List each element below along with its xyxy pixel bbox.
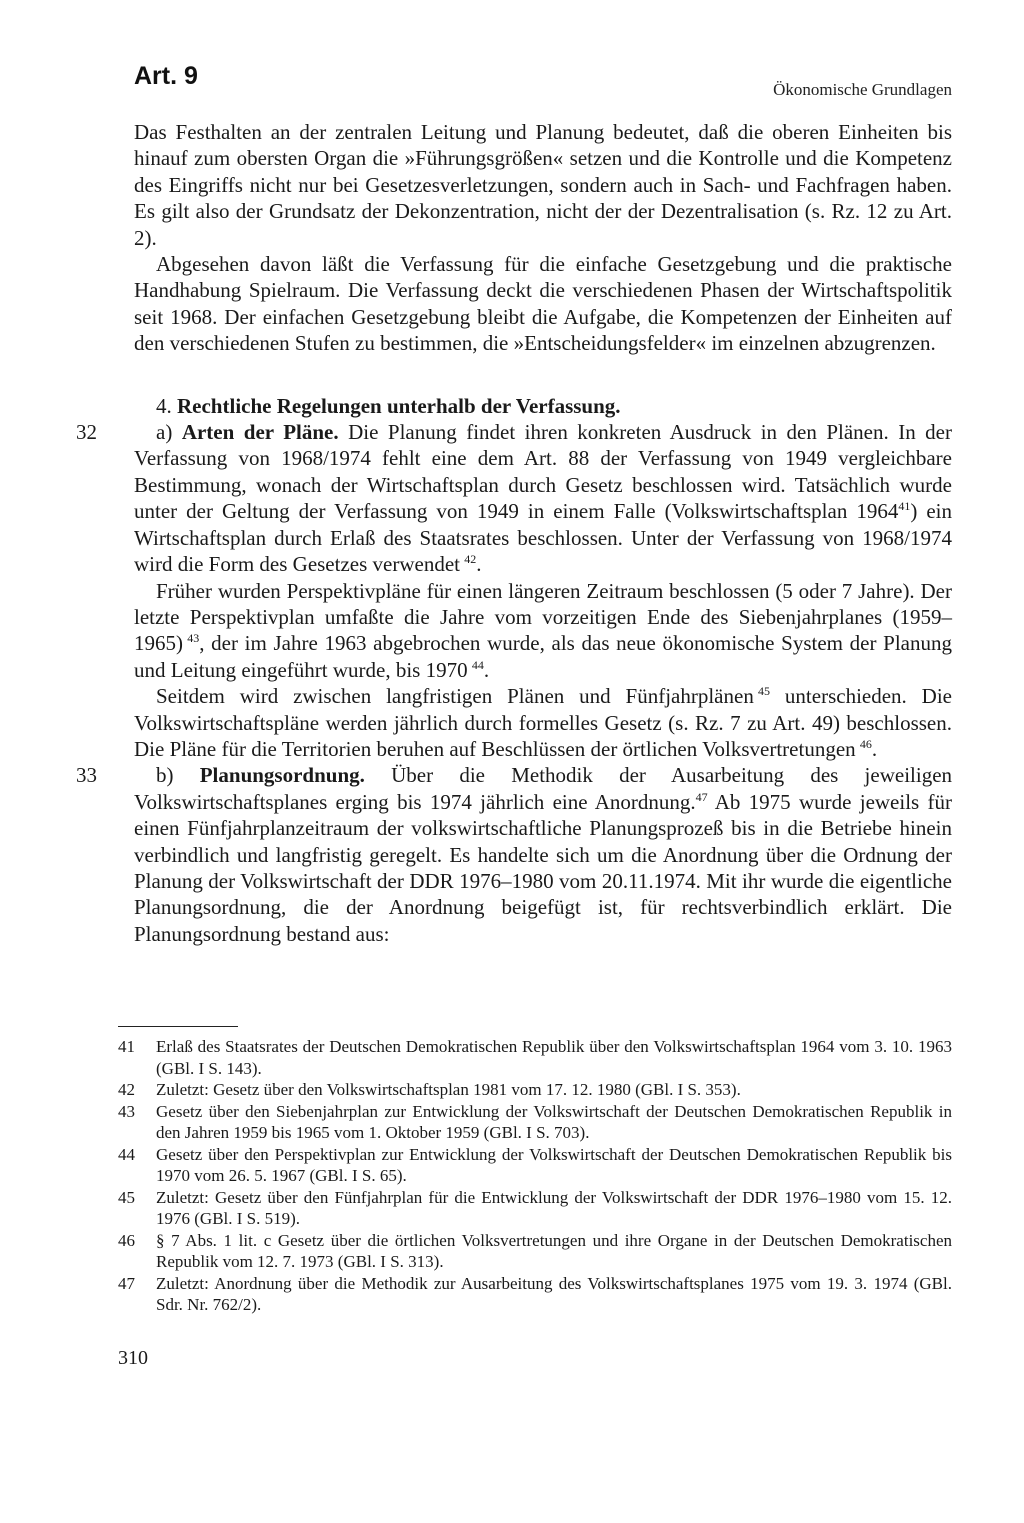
footnote-ref-46[interactable]: 46 xyxy=(859,736,872,751)
subsection-title: Planungsordnung. xyxy=(199,763,365,788)
footnote-text: Gesetz über den Perspektivplan zur Entwicklung der Volkswirtschaft der Deutschen Demokratischen Republik bis 1970 vom 26. 5. 1967 (GBl. I S. 65). xyxy=(156,1144,952,1185)
paragraph-1: Das Festhalten an der zentralen Leitung und Planung bedeutet, daß die oberen Einheiten bis hinauf zum obersten Organ die »Führungsgrößen« setzen und die Kontrolle und die Kompetenz des Eingriffs nicht nur bei Gesetzesverletzungen, sondern auch in Sach- und Fachfragen haben. Es gilt also der Grundsatz der Dekonzentration, nicht der der Dezentralisation (s. Rz. 12 zu Art. 2). xyxy=(134,120,952,250)
footnote xyxy=(118,1101,952,1144)
footnote-number: 42 xyxy=(118,1080,135,1099)
paragraph-perspektivplaene xyxy=(134,578,952,684)
footnote-number: 44 xyxy=(118,1144,135,1164)
section-heading-4 xyxy=(134,393,952,419)
paragraph-text: ) ein Wirtschaftsplan durch Erlaß des Staatsrates beschlossen. Unter der Verfassung von 1968/1974 wird die Form des Gesetzes verwendet xyxy=(134,499,952,577)
footnote-text: Zuletzt: Gesetz über den Fünfjahrplan für die Entwicklung der Volkswirtschaft der DDR 1976–1980 vom 15. 12. 1976 (GBl. I S. 519). xyxy=(156,1187,952,1228)
margin-number-32: 32 xyxy=(76,420,97,445)
footnote-number: 47 xyxy=(118,1273,135,1293)
subsection-title: Arten der Pläne. xyxy=(181,420,339,445)
paragraph-text: unterschieden. Die Volkswirtschaftspläne werden jährlich durch formelles Gesetz (s. Rz. 7 zu Art. 49) beschlossen. Die Pläne für die Territorien beruhen auf Beschlüssen der örtlichen Volksvertretungen xyxy=(134,684,952,761)
footnote-ref-43[interactable]: 43 xyxy=(187,631,200,646)
margin-number-33: 33 xyxy=(76,763,97,788)
footnote-text: Zuletzt: Gesetz über den Volkswirtschaftsplan 1981 vom 17. 12. 1980 (GBl. I S. 353). xyxy=(156,1080,741,1099)
page-number: 310 xyxy=(118,1347,148,1369)
footnote-ref-41[interactable]: 41 xyxy=(898,499,911,514)
section-title: Rechtliche Regelungen unterhalb der Verfassung. xyxy=(177,393,621,418)
paragraph-text: Die Planung findet ihren konkreten Ausdruck in den Plänen. In der Verfassung von 1968/1974 fehlt eine dem Art. 88 der Verfassung von 1949 vergleichbare Bestimmung, wonach der Wirtschaftsplan durch Gesetz beschlossen wird. Tatsächlich wurde unter der Geltung der Verfassung von 1949 in einem Falle (Volkswirtschaftsplan 1964 xyxy=(134,420,952,524)
footnote-separator xyxy=(118,1026,238,1027)
paragraph-text: , der im Jahre 1963 abgebrochen wurde, als das neue ökonomische System der Planung und Leitung eingeführt wurde, bis 1970 xyxy=(134,631,952,682)
footnote-ref-47[interactable]: 47 xyxy=(695,789,708,804)
footnote-text: Gesetz über den Siebenjahrplan zur Entwicklung der Volkswirtschaft der Deutschen Demokratischen Republik in den Jahren 1959 bis 1965 vom 1. Oktober 1959 (GBl. I S. 703). xyxy=(156,1101,952,1142)
footnote xyxy=(118,1079,952,1101)
main-text xyxy=(76,119,953,947)
footnote-text: § 7 Abs. 1 lit. c Gesetz über die örtlichen Volksvertretungen und ihre Organe in der Deutschen Demokratischen Republik vom 12. 7. 1973 (GBl. I S. 313). xyxy=(156,1230,952,1271)
footnote xyxy=(118,1187,952,1230)
footnote-text: Erlaß des Staatsrates der Deutschen Demokratischen Republik über den Volkswirtschaftsplan 1964 vom 3. 10. 1963 (GBl. I S. 143). xyxy=(156,1037,952,1078)
article-label: Art. 9 xyxy=(134,62,198,90)
footnote-ref-45[interactable]: 45 xyxy=(758,684,771,699)
footnote xyxy=(118,1144,952,1187)
footnote-number: 43 xyxy=(118,1101,135,1121)
paragraph-text: . xyxy=(483,657,490,682)
paragraph-text: Über die Methodik der Ausarbeitung des jeweiligen Volkswirtschaftsplanes erging bis 1974 jährlich eine Anordnung. xyxy=(134,763,953,814)
paragraph-text: Seitdem wird zwischen langfristigen Plänen und Fünfjahrplänen xyxy=(156,684,754,709)
paragraph-arten-der-plaene xyxy=(134,419,952,577)
paragraph-2: Abgesehen davon läßt die Verfassung für die einfache Gesetzgebung und die praktische Handhabung Spielraum. Die Verfassung deckt die verschiedenen Phasen der Wirtschaftspolitik seit 1968. Der einfachen Gesetzgebung bleibt die Aufgabe, die Kompetenzen der Einheiten auf den verschiedenen Stufen zu bestimmen, die »Entscheidungsfelder« im einzelnen abzugrenzen. xyxy=(134,252,952,356)
footnote xyxy=(118,1273,952,1316)
footnote xyxy=(118,1230,952,1273)
subsection-label: a) xyxy=(156,420,173,445)
paragraph-text: . xyxy=(871,736,878,761)
paragraph-fuenfjahrplaene xyxy=(134,683,952,762)
footnote-ref-42[interactable]: 42 xyxy=(464,552,477,567)
subsection-label: b) xyxy=(156,763,174,788)
section-number: 4. xyxy=(156,393,172,418)
section-32 xyxy=(76,419,952,577)
footnote-number: 46 xyxy=(118,1230,135,1250)
paragraph-planungsordnung xyxy=(134,762,952,947)
paragraph-text: Früher wurden Perspektivpläne für einen längeren Zeitraum beschlossen (5 oder 7 Jahre). Der letzte Perspektivplan umfaßte die Jahre vom vorzeitigen Ende des Siebenjahrplanes (1959–1965) xyxy=(134,578,952,656)
paragraph-text: Ab 1975 wurde jeweils für einen Fünfjahrplanzeitraum der volkswirtschaftliche Planungsprozeß bis in die Betriebe hinein verbindlich und langfristig geregelt. Es handelte sich um die Anordnung über die Ordnung der Planung der Volkswirtschaft der DDR 1976–1980 vom 20.11.1974. Mit ihr wurde die eigentliche Planungsordnung, die der Anordnung beigefügt ist, für rechtsverbindlich erklärt. Die Planungsordnung bestand aus: xyxy=(134,789,952,946)
running-header: Ökonomische Grundlagen xyxy=(773,80,952,99)
footnote-number: 41 xyxy=(118,1037,135,1056)
footnotes xyxy=(118,1036,952,1316)
footnote xyxy=(118,1036,952,1079)
section-33 xyxy=(76,762,953,947)
paragraph-text: . xyxy=(476,552,482,577)
footnote-number: 45 xyxy=(118,1187,135,1207)
footnote-text: Zuletzt: Anordnung über die Methodik zur Ausarbeitung des Volkswirtschaftsplanes 1975 vom 19. 3. 1974 (GBl. Sdr. Nr. 762/2). xyxy=(156,1273,952,1314)
footnote-ref-44[interactable]: 44 xyxy=(471,657,484,672)
